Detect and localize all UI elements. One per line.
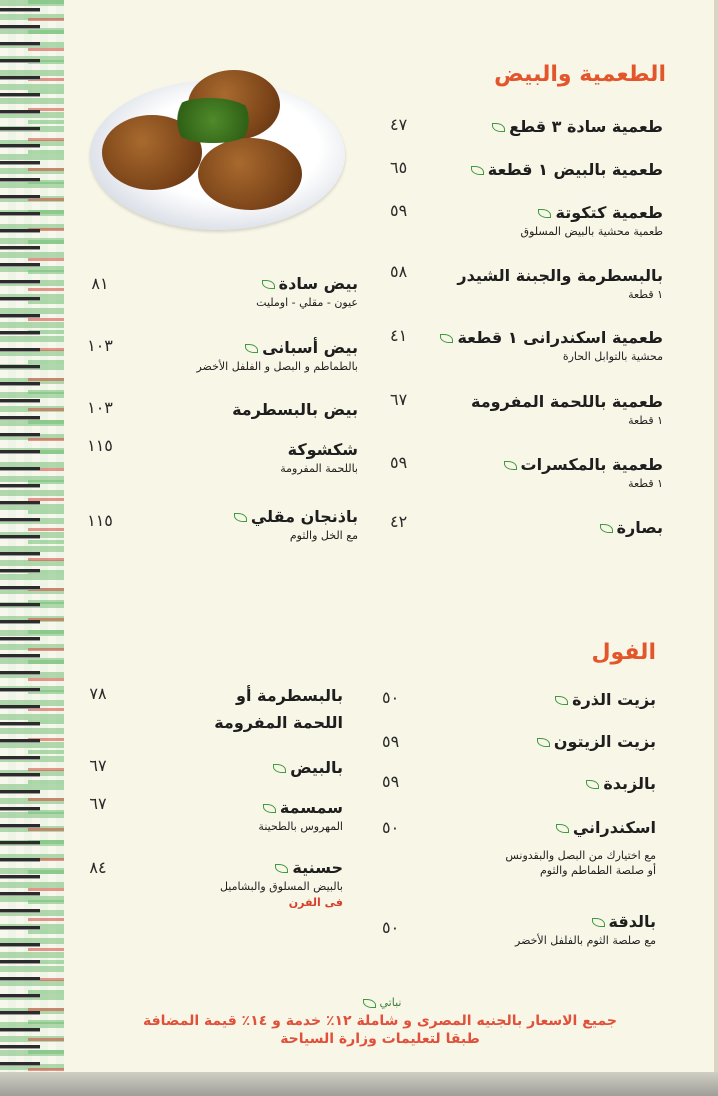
item-price: ٥٠: [382, 688, 400, 707]
menu-item: طعمية بالمكسرات ١ قطعة: [500, 455, 663, 490]
menu-item: شكشوكة باللحمة المفرومة: [280, 440, 358, 475]
menu-item: حسنية بالبيض المسلوق والبشاميل فى الفرن: [219, 858, 343, 909]
item-price: ٨١: [91, 274, 109, 293]
item-price: ٦٥: [390, 158, 408, 177]
leaf-icon: [600, 524, 613, 533]
item-price: ١٠٣: [87, 336, 113, 355]
leaf-icon: [263, 804, 276, 813]
item-price: ٥٩: [382, 732, 400, 751]
menu-item: بالبسطرمة أو اللحمة المفرومة: [214, 686, 343, 732]
leaf-icon: [440, 334, 453, 343]
page-edge: [714, 0, 718, 1096]
leaf-icon: [273, 764, 286, 773]
menu-item: بيض أسبانى بالطماطم و البصل و الفلفل الأخضر: [196, 338, 358, 373]
menu-item: طعمية سادة ٣ قطع: [488, 117, 663, 136]
item-price: ٦٧: [390, 390, 408, 409]
menu-item: سمسمة المهروس بالطحينة: [258, 798, 343, 833]
vegetarian-label: نباتي: [379, 996, 402, 1009]
menu-item: بالبسطرمة والجبنة الشيدر ١ قطعة: [457, 266, 663, 301]
item-price: ٦٧: [89, 794, 107, 813]
menu-item: اسكندراني مع اختيارك من البصل والبقدونس أو صلصة الطماطم والثوم: [505, 818, 656, 877]
menu-item: طعمية اسكندرانى ١ قطعة محشية بالتوابل الحارة: [436, 328, 663, 363]
item-price: ٤١: [390, 326, 408, 345]
falafel-plate-image: [90, 70, 345, 240]
menu-item: بالزبدة: [582, 774, 656, 793]
leaf-icon: [538, 209, 551, 218]
page-bottom-shadow: [0, 1072, 718, 1096]
leaf-icon: [275, 864, 288, 873]
menu-item: طعمية كتكوتة طعمية محشية بالبيض المسلوق: [520, 203, 663, 238]
leaf-icon: [586, 780, 599, 789]
item-price: ٧٨: [89, 684, 107, 703]
menu-item: باذنجان مقلي مع الخل والثوم: [230, 507, 358, 542]
section-title-foul: الفول: [591, 640, 656, 665]
item-price: ٥٠: [382, 918, 400, 937]
menu-item: بزيت الذرة: [551, 690, 656, 709]
leaf-icon: [245, 344, 258, 353]
item-price: ٥٩: [382, 772, 400, 791]
menu-item: بيض بالبسطرمة: [232, 400, 358, 419]
item-price: ٥٩: [390, 453, 408, 472]
leaf-icon: [492, 123, 505, 132]
menu-item: طعمية باللحمة المفرومة ١ قطعة: [471, 392, 663, 427]
item-price: ٥٩: [390, 201, 408, 220]
leaf-icon: [471, 166, 484, 175]
item-price: ١١٥: [87, 511, 113, 530]
leaf-icon: [555, 696, 568, 705]
parsley-garnish: [168, 98, 258, 143]
price-disclaimer: [100, 996, 660, 1047]
disclaimer-line-1: جميع الاسعار بالجنيه المصرى و شاملة ١٢٪ خدمة و ١٤٪ قيمة المضافة: [143, 1013, 617, 1029]
leaf-icon: [504, 461, 517, 470]
item-price: ٤٢: [390, 512, 408, 531]
leaf-icon: [363, 999, 376, 1008]
leaf-icon: [556, 824, 569, 833]
item-price: ١٠٣: [87, 398, 113, 417]
leaf-icon: [537, 738, 550, 747]
section-title-taamia: الطعمية والبيض: [494, 62, 666, 87]
leaf-icon: [592, 918, 605, 927]
menu-item: بالبيض: [269, 758, 343, 777]
item-price: ٥٨: [390, 262, 408, 281]
menu-item: بالدقة مع صلصة الثوم بالفلفل الأخضر: [515, 912, 656, 947]
menu-item: بزيت الزيتون: [533, 732, 656, 751]
falafel-patty: [198, 138, 302, 210]
menu-item: بصارة: [596, 518, 663, 537]
item-price: ٤٧: [390, 115, 408, 134]
spiral-binding: [0, 0, 40, 1096]
item-price: ٥٠: [382, 818, 400, 837]
menu-item: بيض سادة عيون - مقلي - اومليت: [256, 274, 358, 309]
leaf-icon: [234, 513, 247, 522]
item-price: ٦٧: [89, 756, 107, 775]
disclaimer-line-2: طبقا لتعليمات وزارة السياحة: [280, 1031, 480, 1047]
leaf-icon: [262, 280, 275, 289]
item-price: ٨٤: [89, 858, 107, 877]
item-price: ١١٥: [87, 436, 113, 455]
menu-item: طعمية بالبيض ١ قطعة: [467, 160, 663, 179]
